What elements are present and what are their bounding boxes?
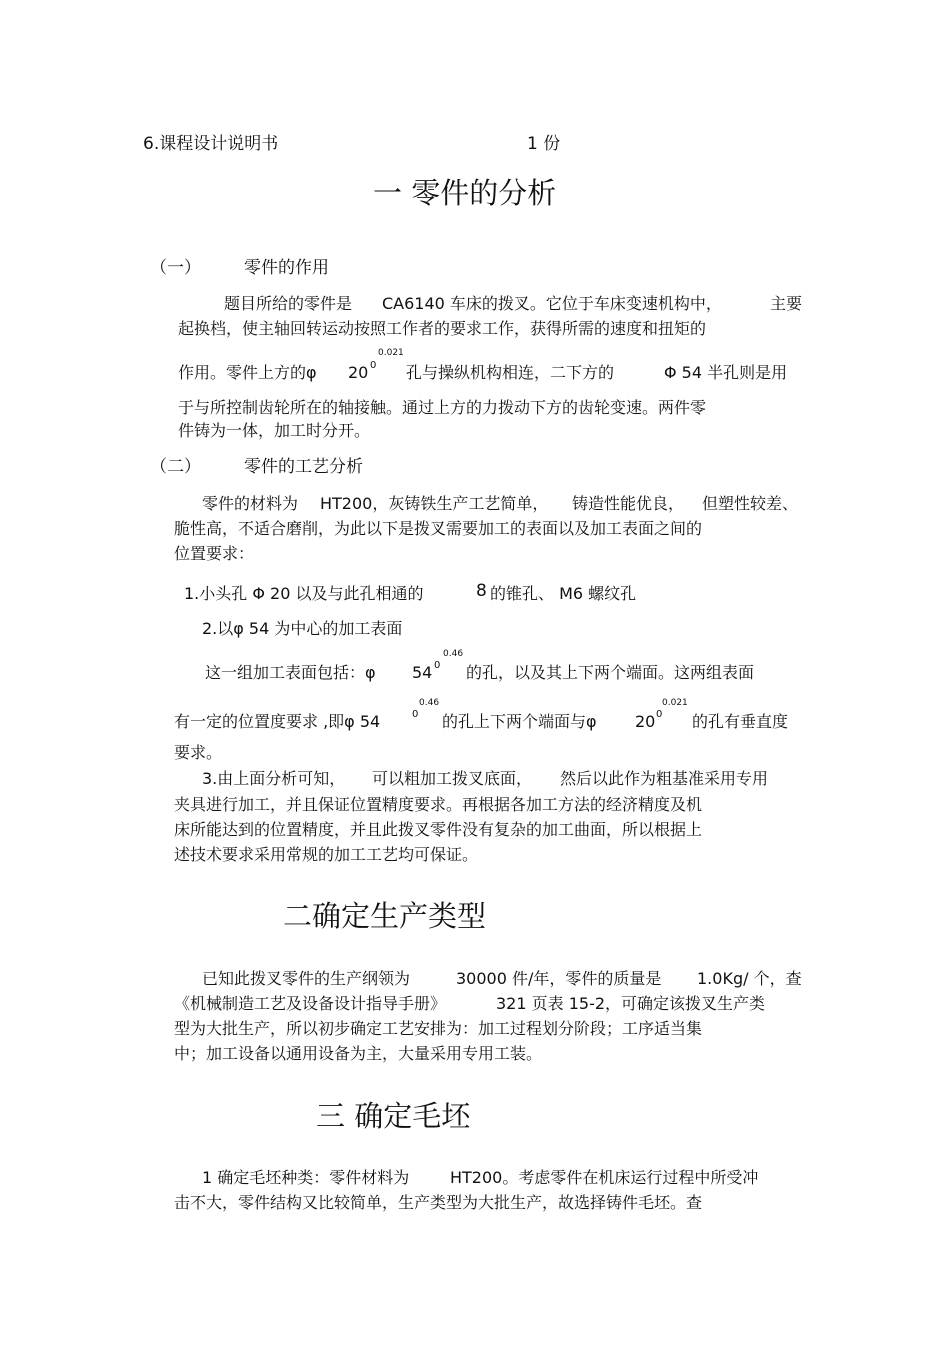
section-1-title: 一 零件的分析 bbox=[373, 176, 557, 210]
subsection-2-title: 零件的工艺分析 bbox=[244, 457, 363, 477]
p3-l1-lower-tol: 0 bbox=[434, 660, 441, 671]
p1-l3c: Φ 54 半孔则是用 bbox=[664, 363, 788, 382]
s3-l1b: HT200。考虑零件在机床运行过程中所受冲 bbox=[450, 1168, 759, 1187]
s2-l4: 中；加工设备以通用设备为主，大量采用专用工装。 bbox=[174, 1044, 543, 1063]
p3-l2a: 有一定的位置度要求 ,即φ 54 bbox=[174, 712, 381, 731]
section-3-title: 三 确定毛坯 bbox=[316, 1099, 471, 1133]
p4-l1c: 然后以此作为粗基准采用专用 bbox=[560, 769, 769, 788]
s2-l3: 型为大批生产，所以初步确定工艺安排为：加工过程划分阶段；工序适当集 bbox=[174, 1019, 703, 1038]
list-item-1b: 8 bbox=[476, 581, 487, 601]
p3-l2-upper-tol: 0.46 bbox=[419, 698, 440, 708]
s2-l1b: 30000 件/年，零件的质量是 bbox=[456, 969, 662, 988]
p2-l2: 脆性高，不适合磨削，为此以下是拨叉需要加工的表面以及加工表面之间的 bbox=[174, 519, 703, 538]
p3-l2-lower-tol-2: 0 bbox=[656, 709, 663, 720]
p4-l3: 床所能达到的位置精度，并且此拨叉零件没有复杂的加工曲面，所以根据上 bbox=[174, 820, 703, 839]
p1-l2: 起换档，使主轴回转运动按照工作者的要求工作，获得所需的速度和扭矩的 bbox=[178, 319, 707, 338]
p1-l3b: 孔与操纵机构相连，二下方的 bbox=[406, 363, 615, 382]
p2-l1c: 铸造性能优良， bbox=[572, 494, 685, 513]
p3-l1-upper-tol: 0.46 bbox=[443, 649, 464, 659]
s2-l2b: 321 页表 15-2，可确定该拨叉生产类 bbox=[496, 994, 766, 1013]
p4-l4: 述技术要求采用常规的加工工艺均可保证。 bbox=[174, 845, 479, 864]
p3-l2b: 的孔上下两个端面与φ bbox=[442, 712, 597, 731]
p3-l3: 要求。 bbox=[174, 743, 223, 762]
p4-l2: 夹具进行加工，并且保证位置精度要求。再根据各加工方法的经济精度及机 bbox=[174, 795, 703, 814]
p2-l1b: HT200，灰铸铁生产工艺简单， bbox=[320, 494, 549, 513]
p4-l1a: 3.由上面分析可知， bbox=[202, 769, 346, 788]
p3-l1a: 这一组加工表面包括：φ bbox=[205, 663, 376, 682]
p1-l3-dia: 20 bbox=[348, 363, 369, 382]
p3-l2-dia: 20 bbox=[635, 712, 656, 731]
list-item-1a: 1.小头孔 Φ 20 以及与此孔相通的 bbox=[184, 584, 424, 603]
p1-l3-lower-tol: 0 bbox=[370, 360, 377, 371]
p1-l5: 件铸为一体，加工时分开。 bbox=[178, 421, 371, 440]
subsection-1-number: （一） bbox=[150, 258, 201, 278]
p3-l1-dia: 54 bbox=[412, 663, 433, 682]
p2-l3: 位置要求： bbox=[174, 544, 255, 563]
s2-l1c: 1.0Kg/ 个，查 bbox=[697, 969, 802, 988]
p1-l1c: 主要 bbox=[770, 294, 803, 313]
section-2-title: 二确定生产类型 bbox=[283, 899, 487, 933]
p1-l4: 于与所控制齿轮所在的轴接触。通过上方的力拨动下方的齿轮变速。两件零 bbox=[178, 398, 707, 417]
p2-l1d: 但塑性较差、 bbox=[702, 494, 799, 513]
p4-l1b: 可以粗加工拨叉底面， bbox=[372, 769, 533, 788]
s3-l2: 击不大，零件结构又比较简单，生产类型为大批生产，故选择铸件毛坯。查 bbox=[174, 1193, 703, 1212]
header-item: 6.课程设计说明书 bbox=[143, 134, 279, 154]
list-item-1c: 的锥孔、 M6 螺纹孔 bbox=[490, 584, 637, 603]
p1-l3a: 作用。零件上方的φ bbox=[178, 363, 317, 382]
list-item-2: 2.以φ 54 为中心的加工表面 bbox=[202, 619, 403, 638]
p2-l1a: 零件的材料为 bbox=[202, 494, 299, 513]
s2-l1a: 已知此拨叉零件的生产纲领为 bbox=[202, 969, 411, 988]
p3-l2c: 的孔有垂直度 bbox=[692, 712, 789, 731]
subsection-1-title: 零件的作用 bbox=[244, 258, 329, 278]
p3-l2-upper-tol-2: 0.021 bbox=[662, 698, 688, 708]
subsection-2-number: （二） bbox=[150, 457, 201, 477]
p1-l3-upper-tol: 0.021 bbox=[378, 348, 404, 358]
p3-l1b: 的孔，以及其上下两个端面。这两组表面 bbox=[466, 663, 755, 682]
s3-l1a: 1 确定毛坯种类：零件材料为 bbox=[202, 1168, 410, 1187]
p1-l1a: 题目所给的零件是 bbox=[224, 294, 353, 313]
header-quantity: 1 份 bbox=[527, 134, 561, 154]
s2-l2a: 《机械制造工艺及设备设计指导手册》 bbox=[174, 994, 447, 1013]
p1-l1b: CA6140 车床的拨叉。它位于车床变速机构中， bbox=[382, 294, 722, 313]
p3-l2-lower-tol: 0 bbox=[412, 709, 419, 720]
